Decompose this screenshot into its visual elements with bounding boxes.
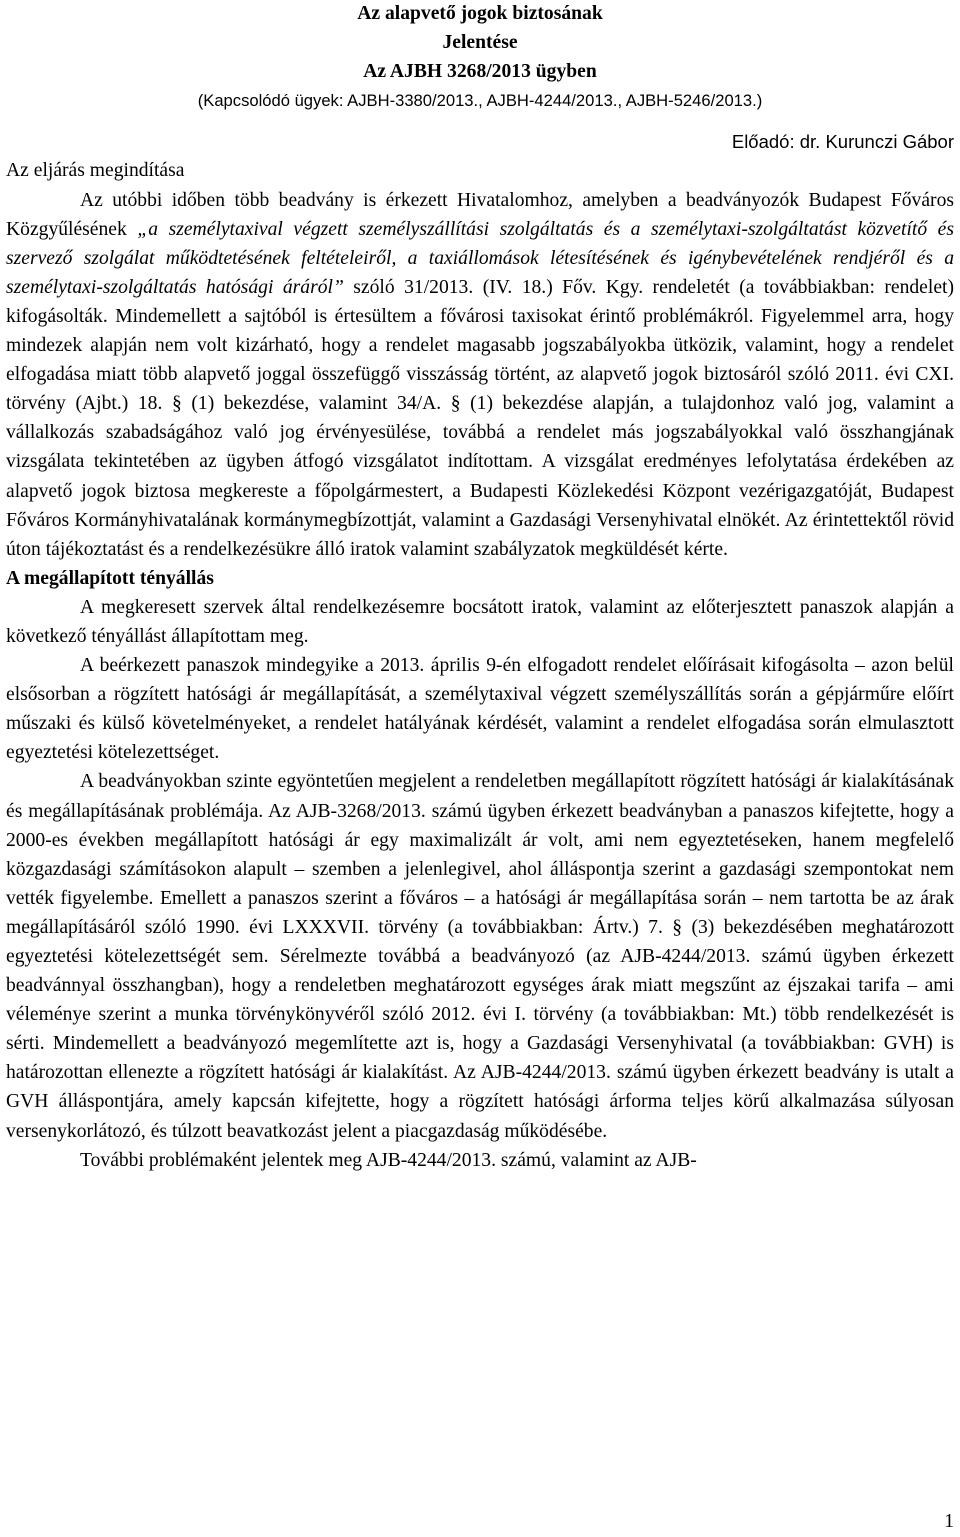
header-related-cases: (Kapcsolódó ügyek: AJBH-3380/2013., AJBH-4244/2013., AJBH-5246/2013.) xyxy=(197,91,763,111)
header-title: Az alapvető jogok biztosának xyxy=(357,3,603,24)
paragraph-1-italic-title: „a személytaxival végzett személyszállítási szolgáltatás és a személytaxi-szolgáltatást közvetítő és szervező szolgálat működtetésének feltételeiről, a taxiállomások létesítésének és igénybevételének rendjéről és a személytaxi-szolgáltatás hatósági áráról” xyxy=(6,218,955,298)
paragraph-4: A beadványokban szinte egyöntetűen megjelent a rendeletben megállapított rögzített hatósági ár kialakításának és megállapításának problémája. Az AJB-3268/2013. számú ügyben érkezett beadványban a panaszos kifejtette, hogy a 2000-es években megállapított hatósági ár egy maximalizált ár volt, ami nem egyeztetéseken, hanem megfelelő közgazdasági számításokon alapult – szemben a jelenlegivel, ahol álláspontja szerint a gazdasági szempontokat nem vették figyelembe. Emellett a panaszos szerint a főváros – a hatósági ár megállapítása során – nem tartotta be az árak megállapításáról szóló 1990. évi LXXXVII. törvény (a továbbiakban: Ártv.) 7. § (3) bekezdésében meghatározott egyeztetési kötelezettségét sem. Sérelmezte továbbá a beadványozó (az AJB-4244/2013. számú ügyben érkezett beadvánnyal összhangban), hogy a rendeletben meghatározott egységes árak miatt megszűnt az éjszakai tarifa – ami véleménye szerint a munka törvénykönyvéről szóló 2012. évi I. törvény (a továbbiakban: Mt.) több rendelkezését is sérti. Mindemellett a beadványozó megemlítette azt is, hogy a Gazdasági Versenyhivatal (a továbbiakban: GVH) is határozottan ellenezte a rögzített hatósági ár kialakítást. Az AJB-4244/2013. számú ügyben érkezett beadvány is utalt a GVH álláspontjára, amely kapcsán kifejtette, hogy a rögzített hatósági árforma teljes körű alkalmazása súlyosan versenykorlátozó, és túlzott beavatkozást jelent a piacgazdaság működésébe. xyxy=(6,771,954,1142)
paragraph-1-part-a: Az utóbbi időben több beadvány is érkezett Hivatalomhoz, amelyben a beadványozók Budapest Főváros Közgyűlésének xyxy=(6,189,954,240)
paragraph-1-part-b: szóló 31/2013. (IV. 18.) Főv. Kgy. rendeletét (a továbbiakban: rendelet) kifogásolták. Mindemellett a sajtóból is értesültem a fővárosi taxisokat érintő problémákról. Figyelemmel arra, hogy mindezek alapján nem volt kizárható, hogy a rendelet magasabb jogszabályokba ütközik, valamint, hogy a rendelet elfogadása miatt több alapvető joggal összefüggő visszásság történt, az alapvető jogok biztosáról szóló 2011. évi CXI. törvény (Ajbt.) 18. § (1) bekezdése, valamint 34/A. § (1) bekezdése alapján, a tulajdonhoz való jog, valamint a vállalkozás szabadságához való jog érvényesülése, továbbá a rendelet más jogszabályokkal való összhangjának vizsgálata tekintetében az ügyben átfogó vizsgálatot indítottam. A vizsgálat eredményes lefolytatása érdekében az alapvető jogok biztosa megkereste a főpolgármestert, a Budapesti Közlekedési Központ vezérigazgatóját, Budapest Főváros Kormányhivatalának kormánymegbízottját, valamint a Gazdasági Versenyhivatal elnökét. Az érintettektől rövid úton tájékoztatást és a rendelkezésükre álló iratok valamint szabályzatok megküldését kérte. xyxy=(6,276,954,560)
paragraph-2: A megkeresett szervek által rendelkezésemre bocsátott iratok, valamint az előterjesztett panaszok alapján a következő tényállást állapítottam meg. xyxy=(6,596,954,647)
section-title-proceedings: Az eljárás megindítása xyxy=(6,160,185,182)
document-page xyxy=(6,0,954,1175)
paragraph-3: A beérkezett panaszok mindegyike a 2013. április 9-én elfogadott rendelet előírásait kifogásolta – azon belül elsősorban a rögzített hatósági ár megállapítását, a személytaxival végzett személyszállítás során a gépjárműre előírt műszaki és külső követelményeket, a rendelet hatályának kérdését, valamint a rendelet elfogadása során elmulasztott egyeztetési kötelezettséget. xyxy=(6,655,954,764)
header-case-number: Az AJBH 3268/2013 ügyben xyxy=(363,61,597,83)
section-title-facts: A megállapított tényállás xyxy=(6,567,214,589)
speaker-line: Előadó: dr. Kurunczi Gábor xyxy=(731,131,954,153)
paragraph-5: További problémaként jelentek meg AJB-4244/2013. számú, valamint az AJB- xyxy=(80,1149,697,1171)
page-number: 1 xyxy=(944,1511,954,1532)
document-header xyxy=(6,0,954,115)
header-subtitle: Jelentése xyxy=(442,32,518,54)
paragraph-1 xyxy=(6,186,954,564)
